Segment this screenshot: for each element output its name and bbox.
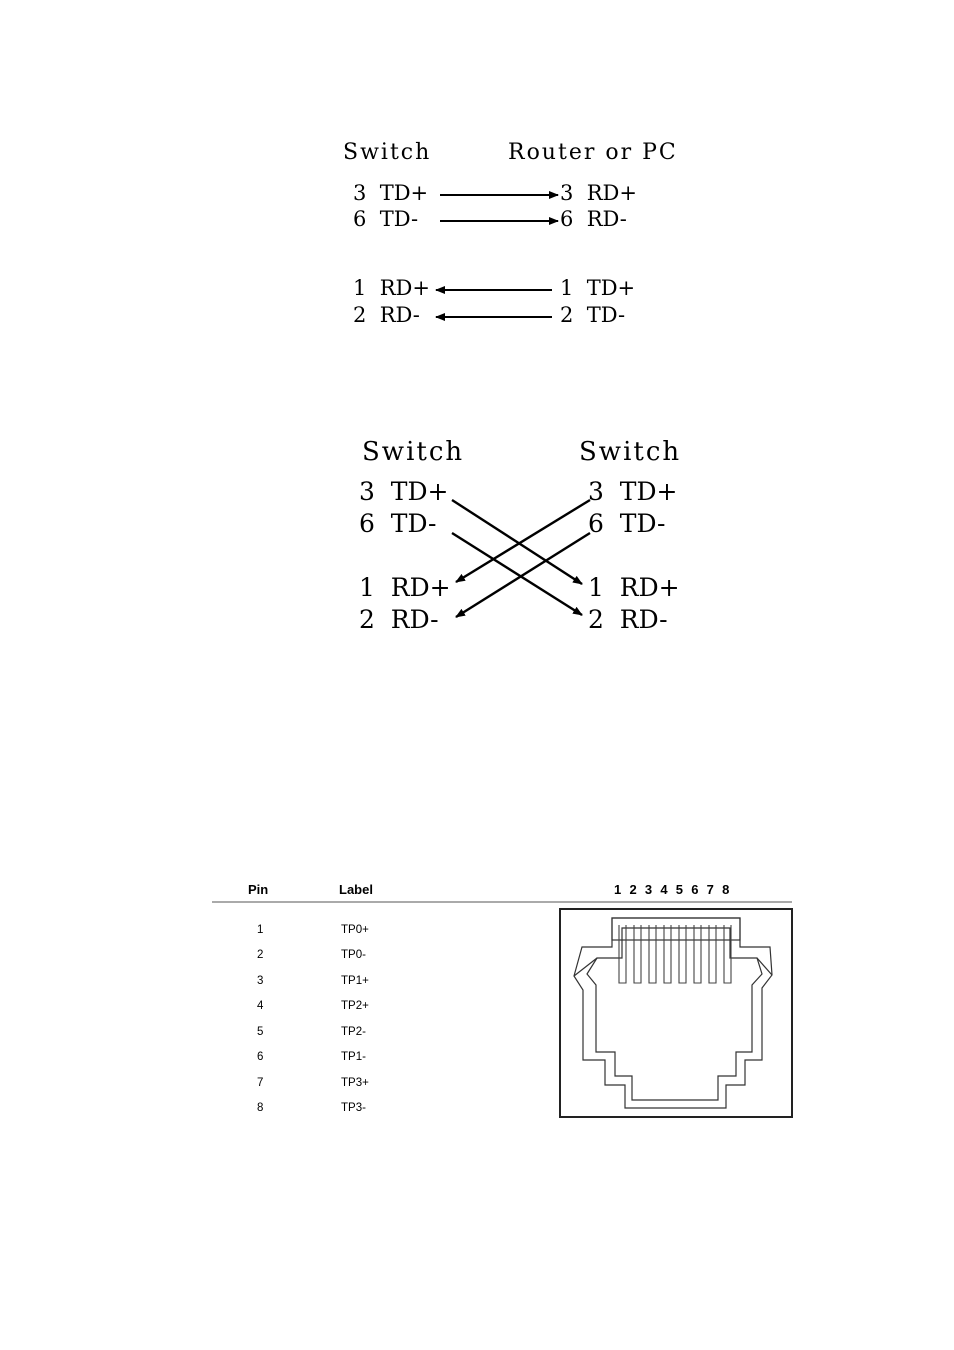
crossover-right-row-2: 6 TD- (588, 509, 666, 538)
left-label-row-3: 1 RD+ (353, 276, 430, 300)
pin-7: 7 (257, 1077, 264, 1089)
pin-6: 6 (257, 1051, 264, 1063)
label-2: TP0- (341, 949, 366, 961)
pin-1: 1 (257, 924, 264, 936)
crossover-right-row-3: 1 RD+ (588, 573, 680, 602)
left-label-row-1: 3 TD+ (353, 181, 429, 205)
label-8: TP3- (341, 1102, 366, 1114)
crossover-right-header: Switch (579, 437, 682, 467)
pin-3: 3 (257, 975, 264, 987)
crossover-left-row-1: 3 TD+ (359, 477, 449, 506)
crossover-left-header: Switch (362, 437, 465, 467)
crossover-left-row-3: 1 RD+ (359, 573, 451, 602)
connector-pin-numbers: 1 2 3 4 5 6 7 8 (614, 882, 732, 897)
col-header-pin: Pin (248, 882, 269, 897)
rj45-jack-icon (560, 909, 792, 1117)
straight-through-arrows (436, 195, 558, 317)
right-header: Router or PC (508, 140, 678, 165)
left-label-row-4: 2 RD- (353, 303, 420, 327)
crossover-arrows (452, 500, 590, 617)
right-label-row-2: 6 RD- (560, 207, 627, 231)
crossover-left-row-2: 6 TD- (359, 509, 437, 538)
pin-4: 4 (257, 1000, 264, 1012)
label-1: TP0+ (341, 924, 369, 936)
left-label-row-2: 6 TD- (353, 207, 419, 231)
right-label-row-3: 1 TD+ (560, 276, 636, 300)
crossover-right-row-4: 2 RD- (588, 605, 668, 634)
col-header-label: Label (339, 882, 373, 897)
label-3: TP1+ (341, 975, 369, 987)
crossover-right-row-1: 3 TD+ (588, 477, 678, 506)
label-7: TP3+ (341, 1077, 369, 1089)
pin-8: 8 (257, 1102, 264, 1114)
cross-arrow-right-td-plus-to-left-rd-plus (456, 500, 590, 582)
label-5: TP2- (341, 1026, 366, 1038)
right-label-row-4: 2 TD- (560, 303, 626, 327)
label-4: TP2+ (341, 1000, 369, 1012)
label-6: TP1- (341, 1051, 366, 1063)
crossover-left-row-4: 2 RD- (359, 605, 439, 634)
left-header: Switch (343, 140, 432, 165)
pin-2: 2 (257, 949, 264, 961)
right-label-row-1: 3 RD+ (560, 181, 637, 205)
pin-5: 5 (257, 1026, 264, 1038)
